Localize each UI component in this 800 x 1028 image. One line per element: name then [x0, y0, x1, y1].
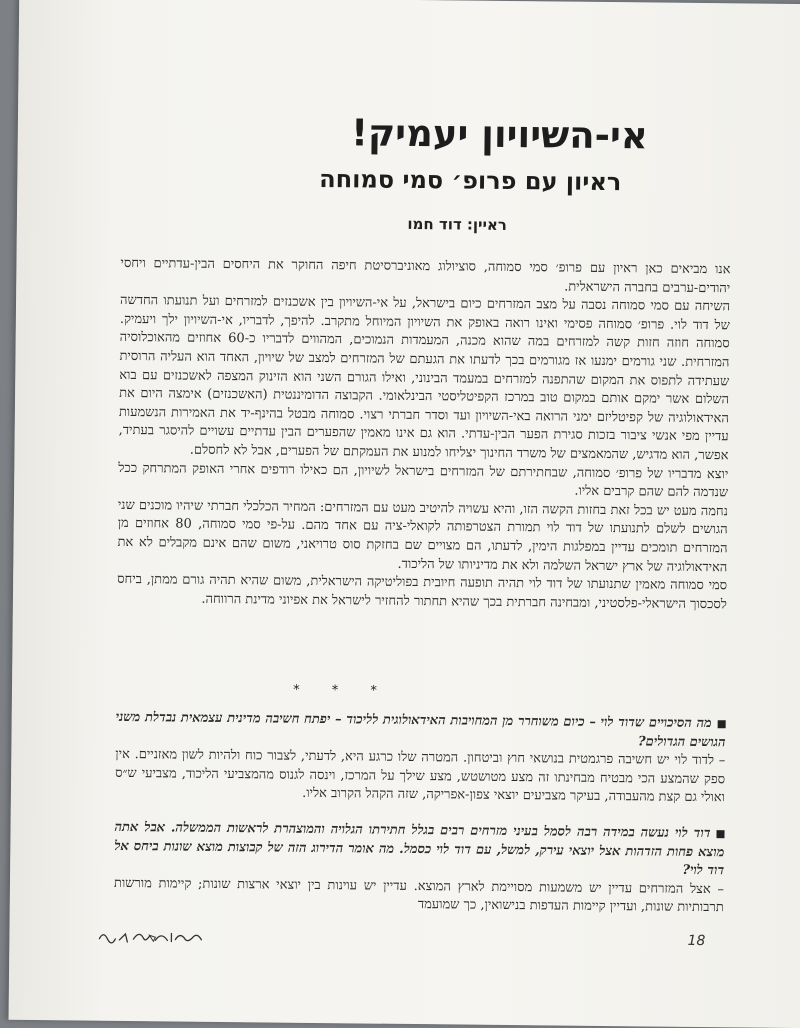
paragraph-consolation: נחמה מעט יש בכל זאת בחזות הקשה הזו, והיא עשויה להיטיב מעט עם המזרחים: המחיר הכלכלי חברתי שיהיו מוכנים שני הגושים לשלם לתנועתו של דוד לוי תמורת הצטרפותה לקואלי-ציה עם אחד מהם. על-פי סמי סמוחה, 80 אחוזים מן המזרחים תומכים עדיין במפלגות הימין, לדעתו, הם מצויים שם בחזקת סוס טרויאני, משום שהם אינם מקבלים לא את האידאולוגיה של ארץ ישראל השלמה ולא את מדיניותו של הליכוד. [117, 497, 728, 575]
bullet-square-icon [718, 720, 726, 728]
question-2 [114, 819, 725, 881]
article-title: אי-השיויון יעמיק! [350, 111, 649, 158]
handwriting-icon [97, 927, 207, 946]
page-number: 18 [687, 932, 706, 950]
bullet-square-icon [716, 830, 724, 838]
question-1 [115, 709, 725, 753]
article-body [117, 255, 731, 615]
question-2-text: דוד לוי נעשה במידה רבה לסמל בעיני מזרחים רבים בגלל חתירתו הגלויה והמוצהרת לראשות הממשלה. אבל אתה מוצא פחות הזדהות אצל יוצאי עירק, למשל, עם דוד לוי כסמל. מה אומר הדירוג הזה של קבוצות מוצא שונות ביחס אל דוד לוי? [114, 819, 725, 879]
article-byline: ראיין: דוד חמו [407, 214, 507, 234]
paragraph-horizon: יוצא מדבריו של פרופ׳ סמוחה, שבחתירתם של המזרחים בישראל לשיויון, הם כאילו רודפים אחרי האופק המתרחק ככל שנדמה להם שהם קרבים אליו. [118, 460, 729, 501]
section-separator: * * * [293, 682, 391, 699]
paragraph-intro: אנו מביאים כאן ראיון עם פרופ׳ סמי סמוחה, סוציולוג מאוניברסיטת חיפה החוקר את היחסים הבין-עדתיים ויחסי יהודים-ערבים בחברה הישראלית. [120, 255, 731, 296]
answer-1: – לדוד לוי יש חשיבה פרגמטית בנושאי חוץ וביטחון. המטרה שלו כרגע היא, לדעתי, לצבור כוח ולהיות לשון מאזניים. אין ספק שהמצע הכי מבטיח מבחינתו זה מצע מטושטש, מצע שילך על המרכז, וינסה לגנוס מהמצביעי הליכוד, מצביעי ש״ס ואולי גם קצת מהעבודה, בעיקר מצביעים יוצאי צפון-אפריקה, שזה הקהל הקרוב אליו. [115, 747, 726, 806]
answer-2: – אצל המזרחים עדיין יש משמעות מסויימת לארץ המוצא. עדיין יש עוינות בין יוצאי ארצות שונות; קיימות מורשות תרבותיות שונות, ועדיין קיימות העדפות בנישואין, כך שמועמד [113, 875, 725, 916]
paragraph-main: השיחה עם סמי סמוחה נסבה על מצב המזרחים כיום בישראל, על אי-השיויון בין אשכנזים למזרחים ועל תנועתו החדשה של דוד לוי. פרופ׳ סמוחה פסימי ואינו רואה באופק את השיויון המיוחל מתקרב. להיפך, לדבריו, אי-השיויון ילך ויעמיק. סמוחה חוזה חזות קשה למזרחים במה שהוא מכנה, המעמדות הנמוכים, המהווים לדבריו כ-60 אחוזים מהאוכלוסיה המזרחית. שני גורמים ימנעו אז מגורמים בכך לדעתו את הגעתם של המזרחים למצב של שיויון, האחד הוא העליה הרוסית שעתידה לתפוס את המקום שהתפנה למזרחים במעמד הבינוני, ואילו הגורם השני הוא הזינוק המצפה לאשכנזים עם בוא השלום אשר ימקם אותם במקום טוב במרכז הקפיטליסטי הבינלאומי. הקבוצה הדומיננטית (האשכנזים) אימצה היום את האידאולוגיה של קפיטליזם ימני הרואה באי-השיויון ועד וסדר חברתי רצוי. סמוחה מבטל בהינף-יד את האמירות הנשמעות עדיין מפי אנשי ציבור בזכות סגירת הפער הבין-עדתי. הוא גם אינו מאמין שהפערים הבין עדתיים עשויים להיסגר בעתיד, אפשר, הוא מדגיש, שהמאמצים של משרד החינוך יצליחו למנוע את העמקתם של הפערים, אבל לא לחסלם. [118, 293, 731, 464]
document-page [9, 0, 800, 1028]
qa-block-2 [114, 819, 725, 918]
question-1-text: מה הסיכויים שדוד לוי – כיום משוחרר מן המחויבות האידאולוגית לליכוד – יפתח חשיבה מדינית עצמאית נבדלת משני הגושים הגדולים? [115, 709, 726, 750]
article-subtitle: ראיון עם פרופ׳ סמי סמוחה [319, 164, 622, 197]
qa-block-1 [115, 709, 726, 808]
paragraph-conclusion: סמי סמוחה מאמין שתנועתו של דוד לוי תהיה תופעה חיובית בפוליטיקה הישראלית, משום שהיא תהיה גורם ממתן, ביחס לסכסוך הישראלי-פלסטיני, ומבחינה חברתית בכך שהיא תחתור להחזיר לישראל את אפיוני מדינת הרווחה. [117, 571, 728, 612]
handwritten-note [97, 927, 207, 946]
